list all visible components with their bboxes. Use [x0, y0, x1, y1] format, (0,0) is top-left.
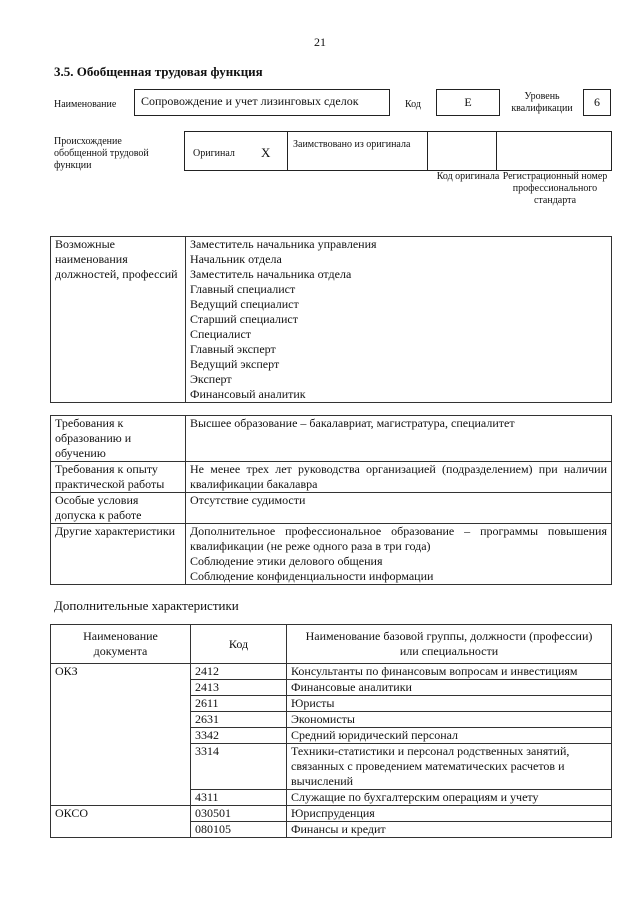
list-item: Главный эксперт	[190, 342, 276, 356]
code-cell: 2631	[191, 712, 287, 728]
table-row	[51, 728, 612, 744]
page-number: 21	[314, 35, 326, 49]
section-title: 3.5. Обобщенная трудовая функция	[54, 64, 263, 79]
name-label: Наименование	[54, 99, 117, 110]
positions-list	[186, 237, 612, 403]
col-header-doc: Наименование документа	[51, 625, 191, 664]
name-value-box	[134, 89, 390, 116]
code-cell: 080105	[191, 822, 287, 838]
positions-table	[50, 236, 612, 403]
requirements-table	[50, 415, 612, 585]
req-value	[186, 493, 612, 524]
list-item: Заместитель начальника отдела	[190, 267, 352, 281]
list-item: Эксперт	[190, 372, 232, 386]
code-cell: 2413	[191, 680, 287, 696]
additional-title: Дополнительные характеристики	[54, 598, 239, 613]
code-cell: 2412	[191, 664, 287, 680]
table-row	[51, 664, 612, 680]
code-label: Код	[405, 99, 421, 110]
list-item: Финансовый аналитик	[190, 387, 306, 401]
level-label: Уровень квалификации	[511, 91, 573, 114]
level-value-box	[583, 89, 611, 116]
name-cell: Финансовые аналитики	[287, 680, 612, 696]
origin-grid	[184, 131, 612, 171]
code-value-box	[436, 89, 500, 116]
code-cell: 030501	[191, 806, 287, 822]
level-value: 6	[594, 95, 600, 109]
req-line: Не менее трех лет руководства организацией (подразделением) при наличии квалификации бакалавра	[190, 462, 607, 491]
code-value: E	[464, 95, 472, 109]
divider	[427, 132, 428, 170]
name-cell: Финансы и кредит	[287, 822, 612, 838]
table-row	[51, 680, 612, 696]
origin-label: Происхождение обобщенной трудовой функции	[54, 136, 149, 171]
req-value	[186, 524, 612, 585]
borrowed-label: Заимствовано из оригинала	[293, 139, 411, 150]
name-cell: Средний юридический персонал	[287, 728, 612, 744]
table-row	[51, 524, 612, 585]
divider	[287, 132, 288, 170]
doc-cell	[51, 680, 191, 696]
table-header-row	[51, 625, 612, 664]
code-cell: 4311	[191, 790, 287, 806]
table-row	[51, 696, 612, 712]
divider	[496, 132, 497, 170]
req-line: Соблюдение конфиденциальности информации	[190, 569, 434, 583]
doc-cell	[51, 744, 191, 790]
table-row	[51, 462, 612, 493]
table-row	[51, 416, 612, 462]
req-line: Отсутствие судимости	[190, 493, 306, 507]
doc-cell: ОКЗ	[51, 664, 191, 680]
col-header-name: Наименование базовой группы, должности (профессии) или специальности	[287, 625, 612, 664]
table-row	[51, 712, 612, 728]
list-item: Главный специалист	[190, 282, 296, 296]
list-item: Ведущий эксперт	[190, 357, 280, 371]
req-value	[186, 462, 612, 493]
name-cell: Юриспруденция	[287, 806, 612, 822]
req-label: Требования к образованию и обучению	[51, 416, 186, 462]
positions-label: Возможные наименования должностей, профессий	[51, 237, 186, 403]
code-cell: 3342	[191, 728, 287, 744]
name-cell: Служащие по бухгалтерским операциям и учету	[287, 790, 612, 806]
table-row	[51, 493, 612, 524]
table-row	[51, 790, 612, 806]
req-label: Особые условия допуска к работе	[51, 493, 186, 524]
list-item: Заместитель начальника управления	[190, 237, 377, 251]
list-item: Ведущий специалист	[190, 297, 299, 311]
code-cell: 3314	[191, 744, 287, 790]
name-cell: Техники-статистики и персонал родственных занятий, связанных с проведением математических расчетов и вычислений	[287, 744, 612, 790]
name-cell: Консультанты по финансовым вопросам и инвестициям	[287, 664, 612, 680]
col-header-code: Код	[191, 625, 287, 664]
doc-cell: ОКСО	[51, 806, 191, 822]
additional-table	[50, 624, 612, 838]
table-row	[51, 744, 612, 790]
name-cell: Юристы	[287, 696, 612, 712]
name-cell: Экономисты	[287, 712, 612, 728]
req-label: Требования к опыту практической работы	[51, 462, 186, 493]
req-line: Высшее образование – бакалавриат, магистратура, специалитет	[190, 416, 515, 430]
doc-cell	[51, 822, 191, 838]
code-cell: 2611	[191, 696, 287, 712]
list-item: Специалист	[190, 327, 252, 341]
list-item: Начальник отдела	[190, 252, 282, 266]
req-value	[186, 416, 612, 462]
doc-cell	[51, 712, 191, 728]
doc-cell	[51, 728, 191, 744]
list-item: Старший специалист	[190, 312, 298, 326]
name-value: Сопровождение и учет лизинговых сделок	[141, 94, 359, 108]
table-row	[51, 822, 612, 838]
code-original-caption: Код оригинала	[436, 171, 500, 182]
reg-number-caption: Регистрационный номер профессионального стандарта	[502, 171, 608, 206]
table-row	[51, 806, 612, 822]
req-label: Другие характеристики	[51, 524, 186, 585]
original-mark: X	[261, 145, 271, 160]
req-line: Соблюдение этики делового общения	[190, 554, 383, 568]
doc-cell	[51, 790, 191, 806]
req-line: Дополнительное профессиональное образование – программы повышения квалификации (не реже одного раза в три года)	[190, 524, 607, 553]
original-label: Оригинал	[193, 148, 235, 159]
doc-cell	[51, 696, 191, 712]
